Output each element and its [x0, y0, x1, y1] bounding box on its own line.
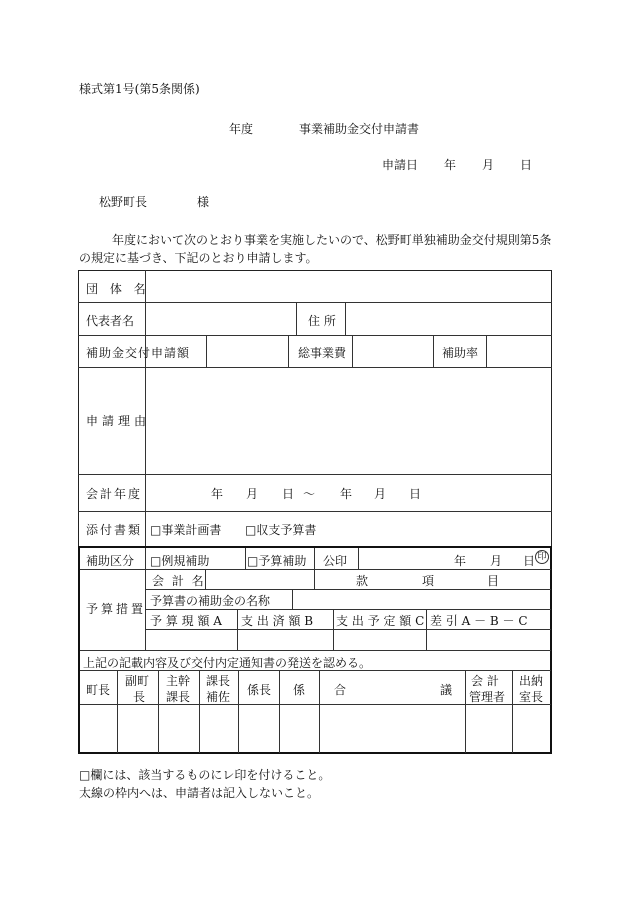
- approver-chief-1: 主幹: [166, 674, 191, 688]
- column-divider: [206, 335, 207, 367]
- row-divider: [78, 302, 552, 303]
- attach-plan-checkbox[interactable]: □事業計画書: [150, 523, 222, 537]
- seal-year: 年: [454, 554, 467, 568]
- approver-mayor: 町長: [86, 683, 111, 697]
- note-checkbox-instruction: □欄には、該当するものにレ印を付けること。: [79, 768, 331, 782]
- group-name-label: 団 体 名: [86, 282, 150, 296]
- column-divider: [279, 670, 280, 753]
- approver-treasury-1: 出納: [519, 674, 544, 688]
- row-divider: [80, 650, 551, 651]
- date-year: 年: [444, 158, 457, 172]
- row-divider: [145, 589, 551, 590]
- kou-label: 項: [422, 574, 435, 588]
- subsidy-category-label: 補助区分: [86, 554, 135, 568]
- row-divider: [78, 511, 552, 512]
- row-divider: [80, 569, 551, 570]
- fy-month-2: 月: [374, 487, 387, 501]
- seal-mark-icon: 印: [535, 550, 549, 564]
- fy-day-2: 日: [409, 487, 422, 501]
- column-divider: [314, 548, 315, 569]
- notes: [79, 766, 330, 802]
- row-divider: [78, 474, 552, 475]
- column-divider: [245, 548, 246, 569]
- paid-amount-label: 支 出 済 額 B: [241, 614, 314, 628]
- approver-staff: 係: [293, 683, 306, 697]
- total-cost-label: 総事業費: [298, 346, 347, 360]
- approver-accounting-1: 会 計: [471, 674, 499, 688]
- approver-accounting-2: 管理者: [469, 690, 506, 704]
- budget-measures-label: 予算措置: [86, 602, 147, 616]
- application-date-label: 申請日: [382, 158, 419, 172]
- representative-label: 代表者名: [86, 314, 135, 328]
- date-day: 日: [520, 158, 533, 172]
- row-divider: [145, 629, 551, 630]
- regular-subsidy-checkbox[interactable]: □例規補助: [150, 554, 210, 568]
- column-divider: [314, 569, 315, 589]
- official-seal-label: 公印: [323, 554, 348, 568]
- approver-assist-2: 補佐: [206, 690, 231, 704]
- approver-consult-1: 合: [334, 683, 347, 697]
- column-divider: [319, 670, 320, 753]
- subsidy-rate-label: 補助率: [442, 346, 479, 360]
- balance-label: 差 引 A － B － C: [430, 614, 528, 628]
- moku-label: 目: [487, 574, 500, 588]
- date-month: 月: [482, 158, 495, 172]
- planned-expense-label: 支 出 予 定 額 C: [336, 614, 425, 628]
- column-divider: [486, 335, 487, 367]
- account-name-label: 会 計 名: [152, 574, 206, 588]
- column-divider: [117, 670, 118, 753]
- column-divider: [296, 302, 297, 335]
- column-divider: [465, 670, 466, 753]
- column-divider: [288, 335, 289, 367]
- column-divider: [345, 302, 346, 335]
- budget-current-label: 予 算 現 額 A: [150, 614, 222, 628]
- title-year: 年度: [229, 122, 254, 136]
- row-divider: [78, 335, 552, 336]
- attachments-label: 添付書類: [86, 523, 143, 537]
- approver-assist-1: 課長: [206, 674, 231, 688]
- column-divider: [292, 589, 293, 609]
- addressee-suffix: 様: [197, 195, 210, 209]
- column-divider: [158, 670, 159, 753]
- addressee: 松野町長: [99, 195, 148, 209]
- column-divider: [145, 270, 146, 546]
- approver-deputy-2: 長: [133, 690, 146, 704]
- column-divider: [426, 609, 427, 650]
- document-title: 事業補助金交付申請書: [299, 122, 420, 136]
- fy-month-1: 月: [246, 487, 259, 501]
- fy-tilde: ～: [303, 487, 316, 501]
- column-divider: [145, 548, 146, 650]
- form-number: 様式第1号(第5条関係): [79, 82, 200, 96]
- application-date: [382, 156, 532, 173]
- fy-year-1: 年: [211, 487, 224, 501]
- approver-treasury-2: 室長: [519, 690, 544, 704]
- column-divider: [433, 335, 434, 367]
- reason-label: 申請理由: [86, 414, 151, 428]
- seal-month: 月: [490, 554, 503, 568]
- fiscal-year-label: 会計年度: [86, 487, 143, 501]
- column-divider: [512, 670, 513, 753]
- approval-statement: 上記の記載内容及び交付内定通知書の発送を認める。: [83, 656, 372, 670]
- approver-consult-2: 議: [440, 683, 453, 697]
- note-thick-border-instruction: 太線の枠内へは、申請者は記入しないこと。: [79, 786, 320, 800]
- kan-label: 款: [356, 574, 369, 588]
- column-divider: [237, 609, 238, 650]
- column-divider: [358, 548, 359, 569]
- column-divider: [333, 609, 334, 650]
- seal-day: 日: [523, 554, 536, 568]
- budget-item-name-label: 予算書の補助金の名称: [150, 594, 271, 608]
- row-divider: [145, 609, 551, 610]
- approver-deputy-1: 副町: [125, 674, 150, 688]
- attach-budget-checkbox[interactable]: □収支予算書: [245, 523, 317, 537]
- column-divider: [352, 335, 353, 367]
- intro-text: 年度において次のとおり事業を実施したいので、松野町単独補助金交付規則第5条の規定に基づき、下記のとおり申請します。: [79, 233, 552, 265]
- column-divider: [238, 670, 239, 753]
- address-label: 住 所: [308, 314, 336, 328]
- column-divider: [199, 670, 200, 753]
- subsidy-amount-label: 補助金交付申請額: [86, 346, 191, 360]
- approver-section-chief: 係長: [247, 683, 272, 697]
- budget-subsidy-checkbox[interactable]: □予算補助: [247, 554, 307, 568]
- row-divider: [78, 367, 552, 368]
- approver-chief-2: 課長: [166, 690, 191, 704]
- fy-year-2: 年: [340, 487, 353, 501]
- fy-day-1: 日: [282, 487, 295, 501]
